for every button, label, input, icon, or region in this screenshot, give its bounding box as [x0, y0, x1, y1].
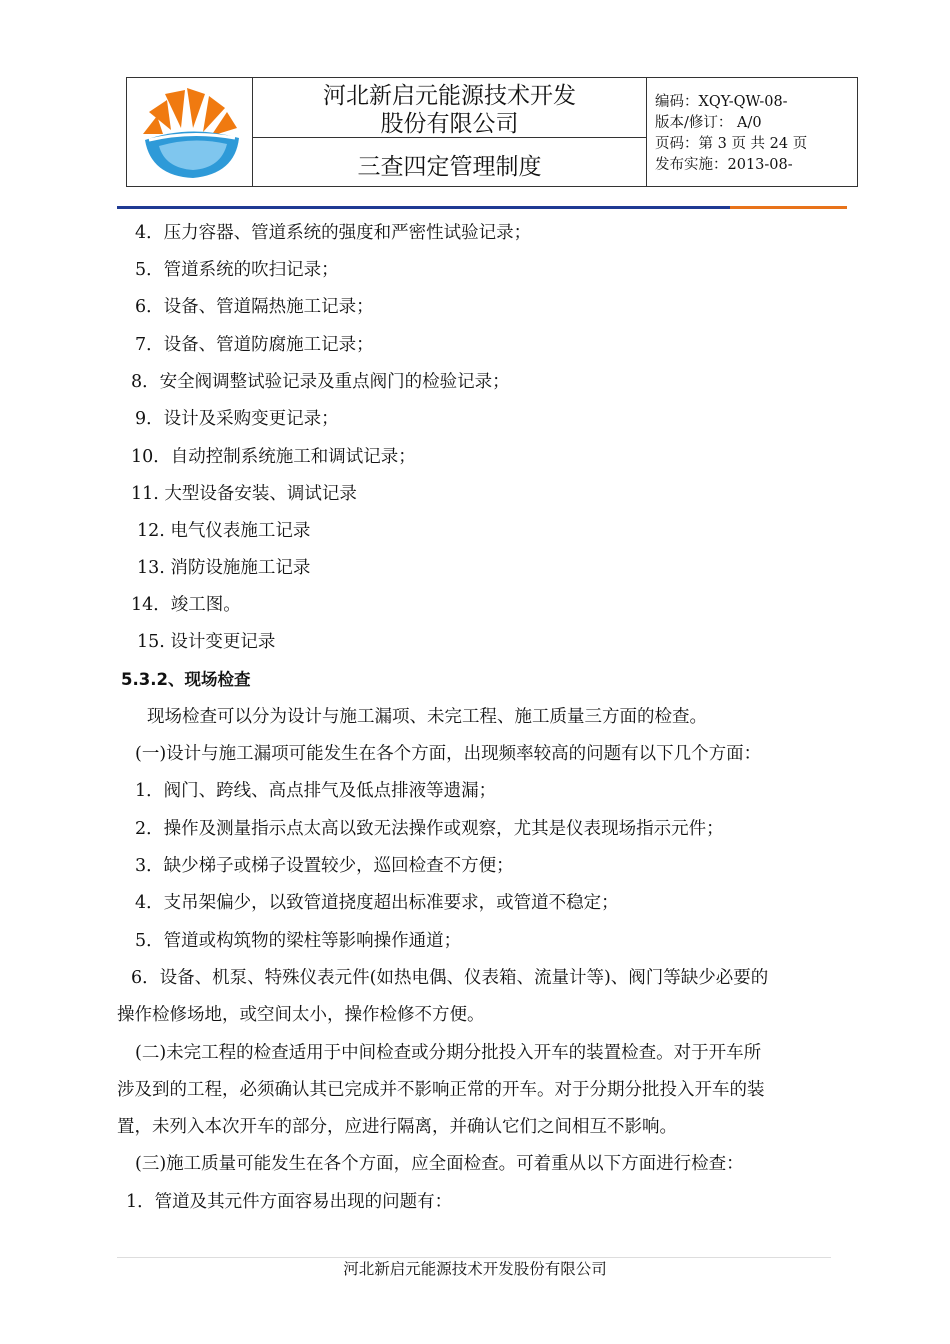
title-divider: [253, 137, 646, 138]
paragraph: (三)施工质量可能发生在各个方面，应全面检查。可着重从以下方面进行检查：: [135, 1154, 744, 1174]
list-item: 6．设备、管道隔热施工记录；: [135, 297, 374, 317]
title-cell: [253, 78, 647, 186]
list-item: 4．支吊架偏少，以致管道挠度超出标准要求，或管道不稳定；: [135, 893, 619, 913]
list-item: 1．管道及其元件方面容易出现的问题有：: [126, 1192, 453, 1212]
document-title: 三查四定管理制度: [357, 154, 542, 180]
paragraph: 置，未列入本次开车的部分，应进行隔离，并确认它们之间相互不影响。: [117, 1117, 677, 1137]
paragraph: (二)未完工程的检查适用于中间检查或分期分批投入开车的装置检查。对于开车所: [135, 1043, 762, 1063]
logo-cell: [127, 78, 253, 186]
list-item: 15. 设计变更记录: [137, 632, 276, 652]
list-item: 5．管道系统的吹扫记录；: [135, 260, 339, 280]
doc-version: 版本/修订： A/0: [655, 115, 762, 131]
company-name: 河北新启元能源技术开发 股份有限公司: [323, 83, 576, 137]
list-item: 11. 大型设备安装、调试记录: [131, 484, 357, 504]
paragraph: 现场检查可以分为设计与施工漏项、未完工程、施工质量三方面的检查。: [147, 707, 707, 727]
list-item: 2．操作及测量指示点太高以致无法操作或观察，尤其是仪表现场指示元件；: [135, 819, 724, 839]
list-item: 3．缺少梯子或梯子设置较少，巡回检查不方便；: [135, 856, 514, 876]
doc-release-date: 发布实施：2013-08-: [655, 157, 793, 173]
list-item: 8．安全阀调整试验记录及重点阀门的检验记录；: [131, 372, 510, 392]
paragraph: (一)设计与施工漏项可能发生在各个方面，出现频率较高的问题有以下几个方面：: [135, 744, 762, 764]
paragraph: 涉及到的工程，必须确认其已完成并不影响正常的开车。对于分期分批投入开车的装: [117, 1080, 765, 1100]
list-item-continued: 操作检修场地，或空间太小，操作检修不方便。: [117, 1005, 485, 1025]
list-item: 12. 电气仪表施工记录: [137, 521, 311, 541]
list-item: 5．管道或构筑物的梁柱等影响操作通道；: [135, 931, 462, 951]
document-meta: [655, 92, 807, 176]
doc-page: 页码：第 3 页 共 24 页: [655, 136, 808, 152]
doc-code: 编码：XQY-QW-08-: [655, 94, 788, 110]
list-item: 1．阀门、跨线、高点排气及低点排液等遗漏；: [135, 781, 497, 801]
section-heading: 5.3.2、现场检查: [121, 670, 251, 689]
list-item: 9．设计及采购变更记录；: [135, 409, 339, 429]
header-rule-accent: [730, 206, 847, 209]
document-header: [126, 77, 858, 187]
list-item: 7．设备、管道防腐施工记录；: [135, 335, 374, 355]
list-item: 14．竣工图。: [131, 595, 241, 615]
list-item: 6．设备、机泵、特殊仪表元件(如热电偶、仪表箱、流量计等)、阀门等缺少必要的: [131, 968, 769, 988]
company-logo: [135, 82, 245, 182]
list-item: 10．自动控制系统施工和调试记录；: [131, 447, 416, 467]
list-item: 13. 消防设施施工记录: [137, 558, 311, 578]
list-item: 4．压力容器、管道系统的强度和严密性试验记录；: [135, 223, 532, 243]
page-footer: 河北新启元能源技术开发股份有限公司: [343, 1260, 607, 1278]
